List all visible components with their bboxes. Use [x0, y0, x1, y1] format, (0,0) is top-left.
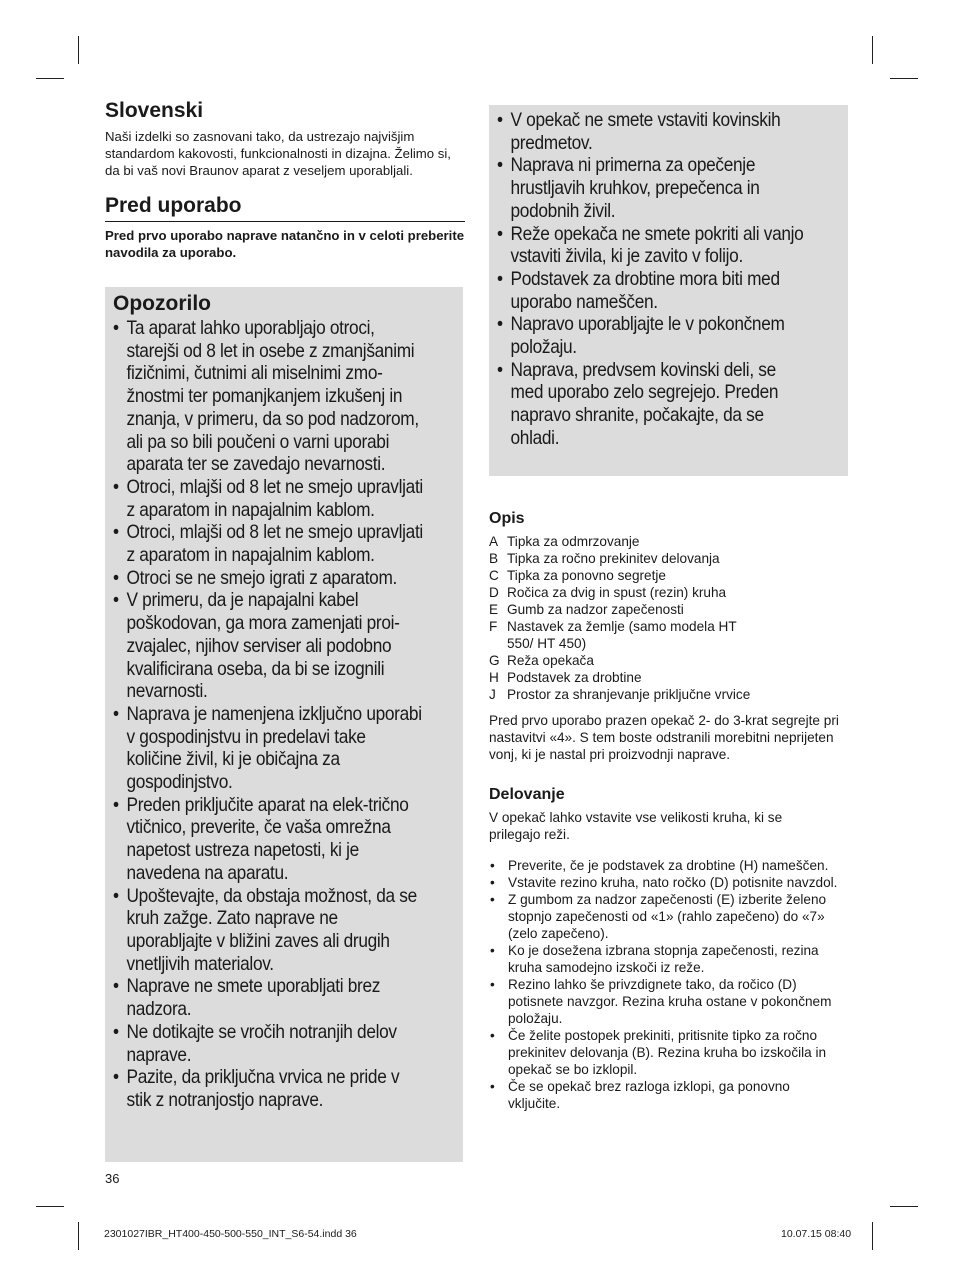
bullet-icon: •	[490, 875, 495, 890]
warning-item: • Naprava je namenjena izključno uporabi v gospodinjstvu in predelavi take količine živil, ki je običajna za gospodinjstvo.	[113, 703, 422, 794]
bullet-icon: •	[113, 476, 119, 498]
crop-mark	[78, 36, 79, 64]
bullet-icon: •	[497, 314, 503, 336]
operation-intro: V opekač lahko vstavite vse velikosti kruha, ki se prilegajo reži.	[489, 810, 783, 842]
bullet-icon: •	[490, 892, 495, 907]
warning-item: • Otroci, mlajši od 8 let ne smejo upravljati z aparatom in napajalnim kablom.	[113, 476, 423, 521]
section-divider	[105, 221, 465, 222]
step-item: • Preverite, če je podstavek za drobtine (H) nameščen.	[490, 858, 829, 873]
bullet-icon: •	[113, 1067, 119, 1089]
warning-item: • Ne dotikajte se vročih notranjih delov naprave.	[113, 1021, 397, 1066]
intro-paragraph: Naši izdelki so zasnovani tako, da ustrezajo najvišjim standardom kakovosti, funkcionalnosti in dizajna. Želimo si, da bi vaš novi Braunov aparat z veseljem uporabljali.	[105, 129, 451, 178]
warning-item: • Naprave ne smete uporabljati brez nadzora.	[113, 976, 381, 1021]
first-use-paragraph: Pred prvo uporabo prazen opekač 2- do 3-krat segrejte pri nastavitvi «4». S tem boste odstranili morebitni neprijeten vonj, ki je nastal pri proizvodnji naprave.	[489, 713, 839, 762]
part-item: G Reža opekača	[489, 653, 594, 668]
step-item: • Če se opekač brez razloga izklopi, ga ponovno vključite.	[490, 1079, 790, 1111]
crop-mark	[890, 1206, 918, 1207]
warning-item: • Preden priključite aparat na elek-trično vtičnico, preverite, če vaša omrežna napetost ustreza napetosti, ki je navedena na aparatu.	[113, 794, 409, 884]
crop-mark	[872, 1222, 873, 1250]
warning-list-continued	[497, 110, 843, 451]
bullet-icon: •	[113, 590, 119, 612]
warning-list	[113, 318, 459, 1113]
read-instructions-note: Pred prvo uporabo naprave natančno in v celoti preberite navodila za uporabo.	[105, 228, 465, 260]
part-item: H Podstavek za drobtine	[489, 670, 642, 685]
part-item: A Tipka za odmrzovanje	[489, 534, 640, 549]
bullet-icon: •	[490, 943, 495, 958]
bullet-icon: •	[113, 522, 119, 544]
operation-title: Delovanje	[489, 786, 565, 803]
bullet-icon: •	[113, 885, 119, 907]
left-column	[105, 98, 465, 261]
bullet-icon: •	[490, 1079, 495, 1094]
warning-item: • Ta aparat lahko uporabljajo otroci, starejši od 8 let in osebe z zmanjšanimi fizičnimi, čutnimi ali miselnimi zmo-žnostmi ter pomanjkanjem izkušenj in znanja, v primeru, da so pod nadzorom, ali pa so bili poučeni o varni uporabi aparata ter se zavedajo nevarnosti.	[113, 318, 419, 476]
file-info: 2301027IBR_HT400-450-500-550_INT_S6-54.indd 36	[104, 1228, 357, 1240]
bullet-icon: •	[497, 155, 503, 177]
bullet-icon: •	[497, 110, 503, 131]
language-title: Slovenski	[105, 99, 204, 122]
bullet-icon: •	[113, 794, 119, 816]
step-item: • Rezino lahko še privzdignete tako, da ročico (D) potisnete navzgor. Rezina kruha ostane v pokončnem položaju.	[490, 977, 832, 1026]
warning-item: • Reže opekača ne smete pokriti ali vanjo vstaviti živila, ki je zavito v folijo.	[497, 223, 804, 268]
step-item: • Ko je dosežena izbrana stopnja zapečenosti, rezina kruha samodejno izskoči iz reže.	[490, 943, 819, 975]
crop-mark	[78, 1222, 79, 1250]
section-title: Pred uporabo	[105, 194, 242, 217]
warning-item: • Otroci, mlajši od 8 let ne smejo upravljati z aparatom in napajalnim kablom.	[113, 522, 423, 567]
crop-mark	[36, 1206, 64, 1207]
crop-mark	[872, 36, 873, 64]
warning-item: • Napravo uporabljajte le v pokončnem položaju.	[497, 314, 785, 359]
step-item: • Če želite postopek prekiniti, pritisnite tipko za ročno prekinitev delovanja (B). Rezina kruha bo izskočila in opekač se bo izklopil.	[490, 1028, 827, 1077]
crop-mark	[36, 78, 64, 79]
warning-item: • Podstavek za drobtine mora biti med uporabo nameščen.	[497, 268, 780, 313]
bullet-icon: •	[113, 318, 119, 339]
description-title: Opis	[489, 510, 525, 527]
bullet-icon: •	[490, 1028, 495, 1043]
print-date: 10.07.15 08:40	[781, 1228, 852, 1240]
bullet-icon: •	[113, 703, 119, 725]
warning-item: • Naprava, predvsem kovinski deli, se med uporabo zelo segrejejo. Preden napravo shranite, počakajte, da se ohladi.	[497, 359, 779, 449]
bullet-icon: •	[497, 268, 503, 290]
parts-list	[489, 533, 848, 703]
warning-title: Opozorilo	[113, 292, 211, 315]
part-item: C Tipka za ponovno segretje	[489, 568, 666, 583]
part-item: B Tipka za ročno prekinitev delovanja	[489, 551, 720, 566]
bullet-icon: •	[497, 359, 503, 381]
part-item: E Gumb za nadzor zapečenosti	[489, 602, 684, 617]
step-item: • Vstavite rezino kruha, nato ročko (D) potisnite navzdol.	[490, 875, 838, 890]
page-number: 36	[105, 1171, 120, 1186]
part-item: D Ročica za dvig in spust (rezin) kruha	[489, 585, 727, 600]
crop-mark	[890, 78, 918, 79]
bullet-icon: •	[490, 977, 495, 992]
warning-item: • V primeru, da je napajalni kabel poškodovan, ga mora zamenjati proi-zvajalec, njihov serviser ali podobno kvalificirana oseba, da bi se izognili nevarnosti.	[113, 590, 400, 703]
bullet-icon: •	[113, 1021, 119, 1043]
bullet-icon: •	[113, 976, 119, 998]
warning-item: • Pazite, da priključna vrvica ne pride v stik z notranjostjo naprave.	[113, 1067, 400, 1111]
bullet-icon: •	[490, 858, 495, 873]
warning-item: • Upoštevajte, da obstaja možnost, da se kruh zažge. Zato naprave ne uporabljajte v bližini zaves ali drugih vnetljivih materialov.	[113, 885, 417, 975]
step-item: • Z gumbom za nadzor zapečenosti (E) izberite želeno stopnjo zapečenosti od «1» (rahlo zapečeno) do «7» (zelo zapečeno).	[490, 892, 827, 941]
operation-steps	[489, 857, 844, 1112]
bullet-icon: •	[113, 567, 119, 589]
part-item: F Nastavek za žemlje (samo modela HT 550/ HT 450)	[489, 619, 737, 651]
warning-item: • Otroci se ne smejo igrati z aparatom.	[113, 567, 398, 589]
bullet-icon: •	[497, 223, 503, 245]
warning-item: • V opekač ne smete vstaviti kovinskih predmetov.	[497, 110, 781, 154]
warning-item: • Naprava ni primerna za opečenje hrustljavih kruhkov, prepečenca in podobnih živil.	[497, 155, 760, 222]
right-column	[489, 509, 848, 1112]
part-item: J Prostor za shranjevanje priključne vrvice	[489, 687, 751, 702]
